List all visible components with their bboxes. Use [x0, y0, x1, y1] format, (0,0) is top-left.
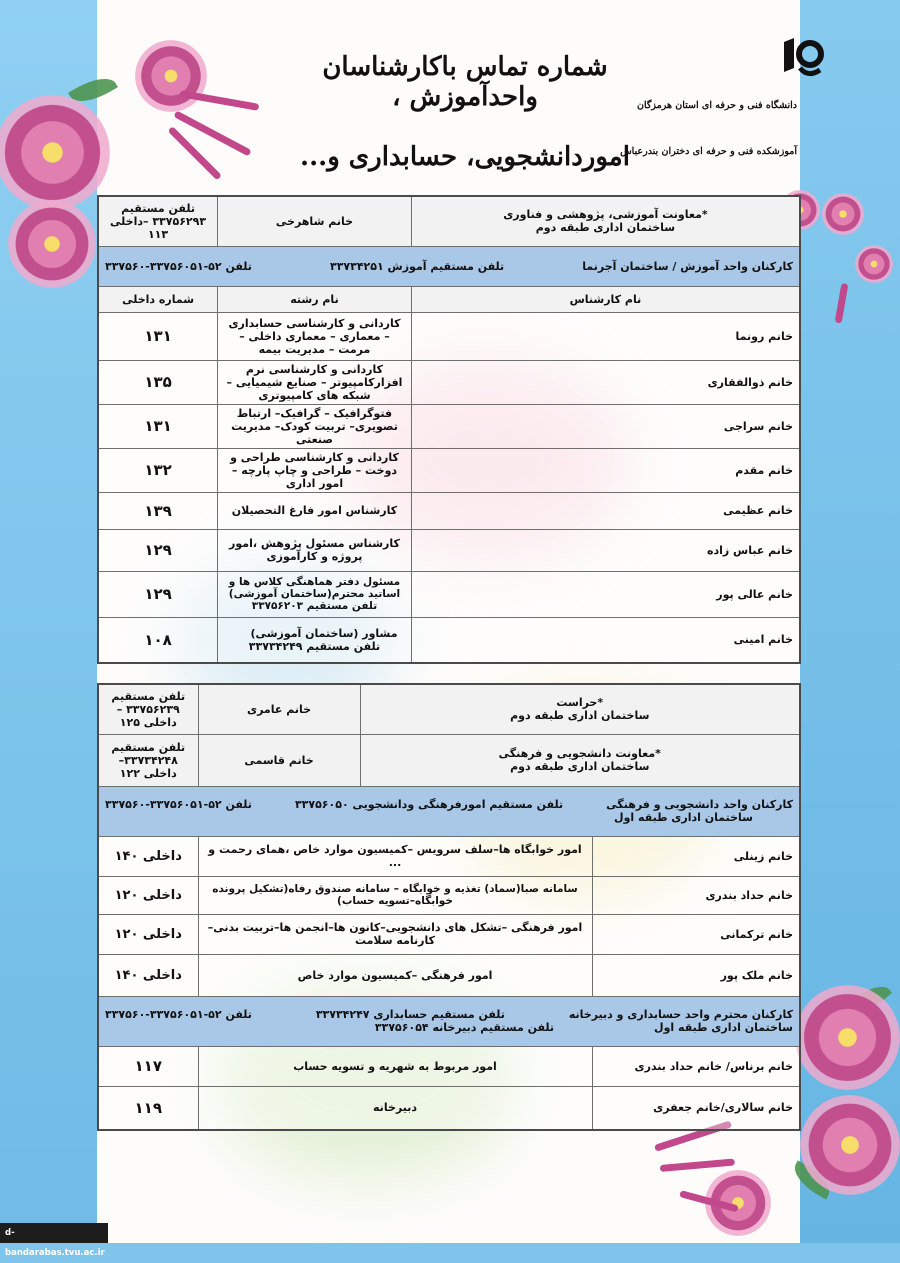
education-deputy-row	[98, 196, 800, 246]
flower-icon	[800, 1095, 900, 1195]
university-logo-icon	[778, 34, 826, 82]
staff-field: مسئول دفتر هماهنگی کلاس ها و اساتید محترم(ساختمان آموزشی) تلفن مستقیم ۳۳۷۵۶۲۰۳	[218, 571, 412, 617]
table-row	[98, 571, 800, 617]
staff-name: خانم عظیمی	[411, 492, 800, 529]
staff-field: مشاور (ساختمان آموزشی)	[250, 626, 398, 640]
staff-field-cell	[218, 617, 412, 663]
table-row	[98, 404, 800, 448]
staff-ext: ۱۲۹	[98, 571, 218, 617]
university-name: دانشگاه فنی و حرفه ای استان هرمزگان	[636, 100, 797, 111]
staff-ext: ۱۱۷	[98, 1046, 198, 1086]
table-row	[98, 1086, 800, 1130]
website-watermark: d-bandarabas.tvu.ac.ir	[0, 1223, 108, 1243]
unit-direct-phone: تلفن مستقیم آموزش ۳۳۷۳۴۲۵۱	[329, 259, 505, 273]
column-header-row	[98, 286, 800, 312]
student-unit-cell	[98, 786, 800, 836]
person-cell: خانم عامری	[198, 684, 360, 734]
staff-ext: ۱۳۱	[98, 312, 218, 360]
education-contacts-table	[97, 195, 801, 664]
flower-icon	[855, 245, 893, 283]
staff-field: فتوگرافیک – گرافیک– ارتباط تصویری– تربیت کودک– مدیریت صنعتی	[218, 404, 412, 448]
staff-name: خانم عالی پور	[411, 571, 800, 617]
staff-field: کاردانی و کارشناسی حسابداری – معماری – معماری داخلی –مرمت – مدیریت بیمه	[218, 312, 412, 360]
page-title-line1: شماره تماس باکارشناسان واحدآموزش ،	[322, 52, 608, 112]
student-unit-row	[98, 786, 800, 836]
staff-ext: داخلی ۱۲۰	[98, 914, 198, 954]
dept-location: ساختمان اداری طبقه دوم	[535, 221, 676, 235]
staff-name: خانم سراجی	[411, 404, 800, 448]
staff-field: کارشناس مسئول پژوهش ،امور پروژه و کارآموزی	[218, 529, 412, 571]
table-row	[98, 312, 800, 360]
phone-cell: تلفن مستقیم ۳۳۷۵۶۲۹۳ –داخلی ۱۱۳	[98, 196, 218, 246]
column-header-field: نام رشته	[218, 286, 412, 312]
unit-location: ساختمان اداری طبقه اول	[654, 1021, 793, 1034]
staff-field: امور خوابگاه ها–سلف سرویس –کمیسیون موارد خاص ،همای رحمت و ...	[198, 836, 592, 876]
dept-cell	[360, 734, 800, 786]
unit-location: ساختمان اداری طبقه اول	[614, 811, 753, 824]
education-unit-row	[98, 246, 800, 286]
staff-name: خانم رونما	[411, 312, 800, 360]
student-affairs-contacts-table	[97, 683, 801, 1131]
staff-name: خانم برناس/ خانم حداد بندری	[592, 1046, 800, 1086]
staff-ext: ۱۳۱	[98, 404, 218, 448]
dept-location: ساختمان اداری طبقه دوم	[510, 760, 650, 773]
student-deputy-row	[98, 734, 800, 786]
staff-field: کاردانی و کارشناسی طراحی و دوخت – طراحی و چاپ پارچه – امور اداری	[218, 448, 412, 492]
staff-name: خانم امینی	[411, 617, 800, 663]
flower-icon	[0, 95, 110, 210]
flower-icon	[8, 200, 96, 288]
person-cell: خانم شاهرخی	[218, 196, 412, 246]
table-row	[98, 1046, 800, 1086]
staff-ext: ۱۳۲	[98, 448, 218, 492]
staff-field: امور فرهنگی –تشکل های دانشجویی–کانون ها–انجمن ها–تربیت بدنی–کارنامه سلامت	[198, 914, 592, 954]
staff-name: خانم حداد بندری	[592, 876, 800, 914]
education-unit-cell	[98, 246, 800, 286]
dept-location: ساختمان اداری طبقه دوم	[510, 709, 650, 723]
unit-phone: تلفن ۵۲-۳۳۷۵۶۰۵۱-۳۳۷۵۶۰	[105, 259, 252, 273]
table-row	[98, 617, 800, 663]
table-row	[98, 529, 800, 571]
table-row	[98, 448, 800, 492]
college-name: آموزشکده فنی و حرفه ای دختران بندرعباس	[620, 146, 797, 157]
staff-ext: داخلی ۱۲۰	[98, 876, 198, 914]
staff-field: امور مربوط به شهریه و تسویه حساب	[198, 1046, 592, 1086]
unit-title: کارکنان واحد آموزش / ساختمان آجرنما	[582, 259, 793, 273]
table-row	[98, 954, 800, 996]
staff-ext: ۱۰۸	[98, 617, 218, 663]
column-header-ext: شماره داخلی	[98, 286, 218, 312]
table-row	[98, 914, 800, 954]
dept-name: *معاونت دانشجویی و فرهنگی	[498, 747, 661, 760]
staff-name: خانم سالاری/خانم جعفری	[592, 1086, 800, 1130]
staff-direct-phone: تلفن مستقیم ۳۳۷۳۴۲۴۹	[248, 639, 381, 653]
staff-name: خانم ترکمانی	[592, 914, 800, 954]
unit-phone: تلفن ۵۲-۳۳۷۵۶۰۵۱-۳۳۷۵۶۰	[105, 1008, 252, 1021]
flower-icon	[795, 985, 900, 1090]
staff-ext: داخلی ۱۴۰	[98, 954, 198, 996]
staff-name: خانم مقدم	[411, 448, 800, 492]
dept-name: *حراست	[556, 696, 604, 710]
staff-name: خانم زینلی	[592, 836, 800, 876]
staff-ext: ۱۲۹	[98, 529, 218, 571]
staff-name: خانم ذوالفقاری	[411, 360, 800, 404]
dept-name: *معاونت آموزشی، پژوهشی و فناوری	[503, 208, 708, 222]
staff-field: سامانه صبا(سماد) تغذیه و خوابگاه – سامانه صندوق رفاه(تشکیل پرونده خوابگاه–تسویه حساب)	[198, 876, 592, 914]
phone-cell: تلفن مستقیم ۳۳۷۵۶۲۳۹ –داخلی ۱۲۵	[98, 684, 198, 734]
table-row	[98, 876, 800, 914]
staff-name: خانم ملک پور	[592, 954, 800, 996]
table-row	[98, 836, 800, 876]
staff-field: دبیرخانه	[198, 1086, 592, 1130]
staff-field: امور فرهنگی –کمیسیون موارد خاص	[198, 954, 592, 996]
staff-ext: داخلی ۱۴۰	[98, 836, 198, 876]
staff-field: کارشناس امور فارغ التحصیلان	[218, 492, 412, 529]
accounting-unit-row	[98, 996, 800, 1046]
unit-direct-phone: تلفن مستقیم دبیرخانه ۳۳۷۵۶۰۵۴	[374, 1021, 555, 1034]
page-title-line2: اموردانشجویی، حسابداری و...	[300, 142, 630, 172]
person-cell: خانم قاسمی	[198, 734, 360, 786]
flower-icon	[822, 193, 864, 235]
flower-icon	[135, 40, 207, 112]
dept-cell	[360, 684, 800, 734]
unit-phone: تلفن ۵۲-۳۳۷۵۶۰۵۱-۳۳۷۵۶۰	[105, 798, 252, 811]
staff-field: کاردانی و کارشناسی نرم افزارکامپیوتر – صنایع شیمیایی – شبکه های کامپیوتری	[218, 360, 412, 404]
phone-cell: تلفن مستقیم ۳۳۷۳۴۲۴۸–داخلی ۱۲۲	[98, 734, 198, 786]
accounting-unit-cell	[98, 996, 800, 1046]
unit-direct-phone: تلفن مستقیم امورفرهنگی ودانشجویی ۳۳۷۵۶۰۵۰	[294, 798, 564, 811]
security-row	[98, 684, 800, 734]
staff-ext: ۱۳۵	[98, 360, 218, 404]
column-header-name: نام کارشناس	[411, 286, 800, 312]
table-row	[98, 360, 800, 404]
dept-cell	[411, 196, 800, 246]
unit-title: کارکنان واحد دانشجویی و فرهنگی	[606, 798, 793, 811]
table-row	[98, 492, 800, 529]
staff-ext: ۱۳۹	[98, 492, 218, 529]
staff-ext: ۱۱۹	[98, 1086, 198, 1130]
unit-direct-phone: تلفن مستقیم حسابداری ۳۳۷۳۴۲۴۷	[315, 1008, 505, 1021]
unit-title: کارکنان محترم واحد حسابداری و دبیرخانه	[568, 1008, 793, 1021]
staff-name: خانم عباس زاده	[411, 529, 800, 571]
